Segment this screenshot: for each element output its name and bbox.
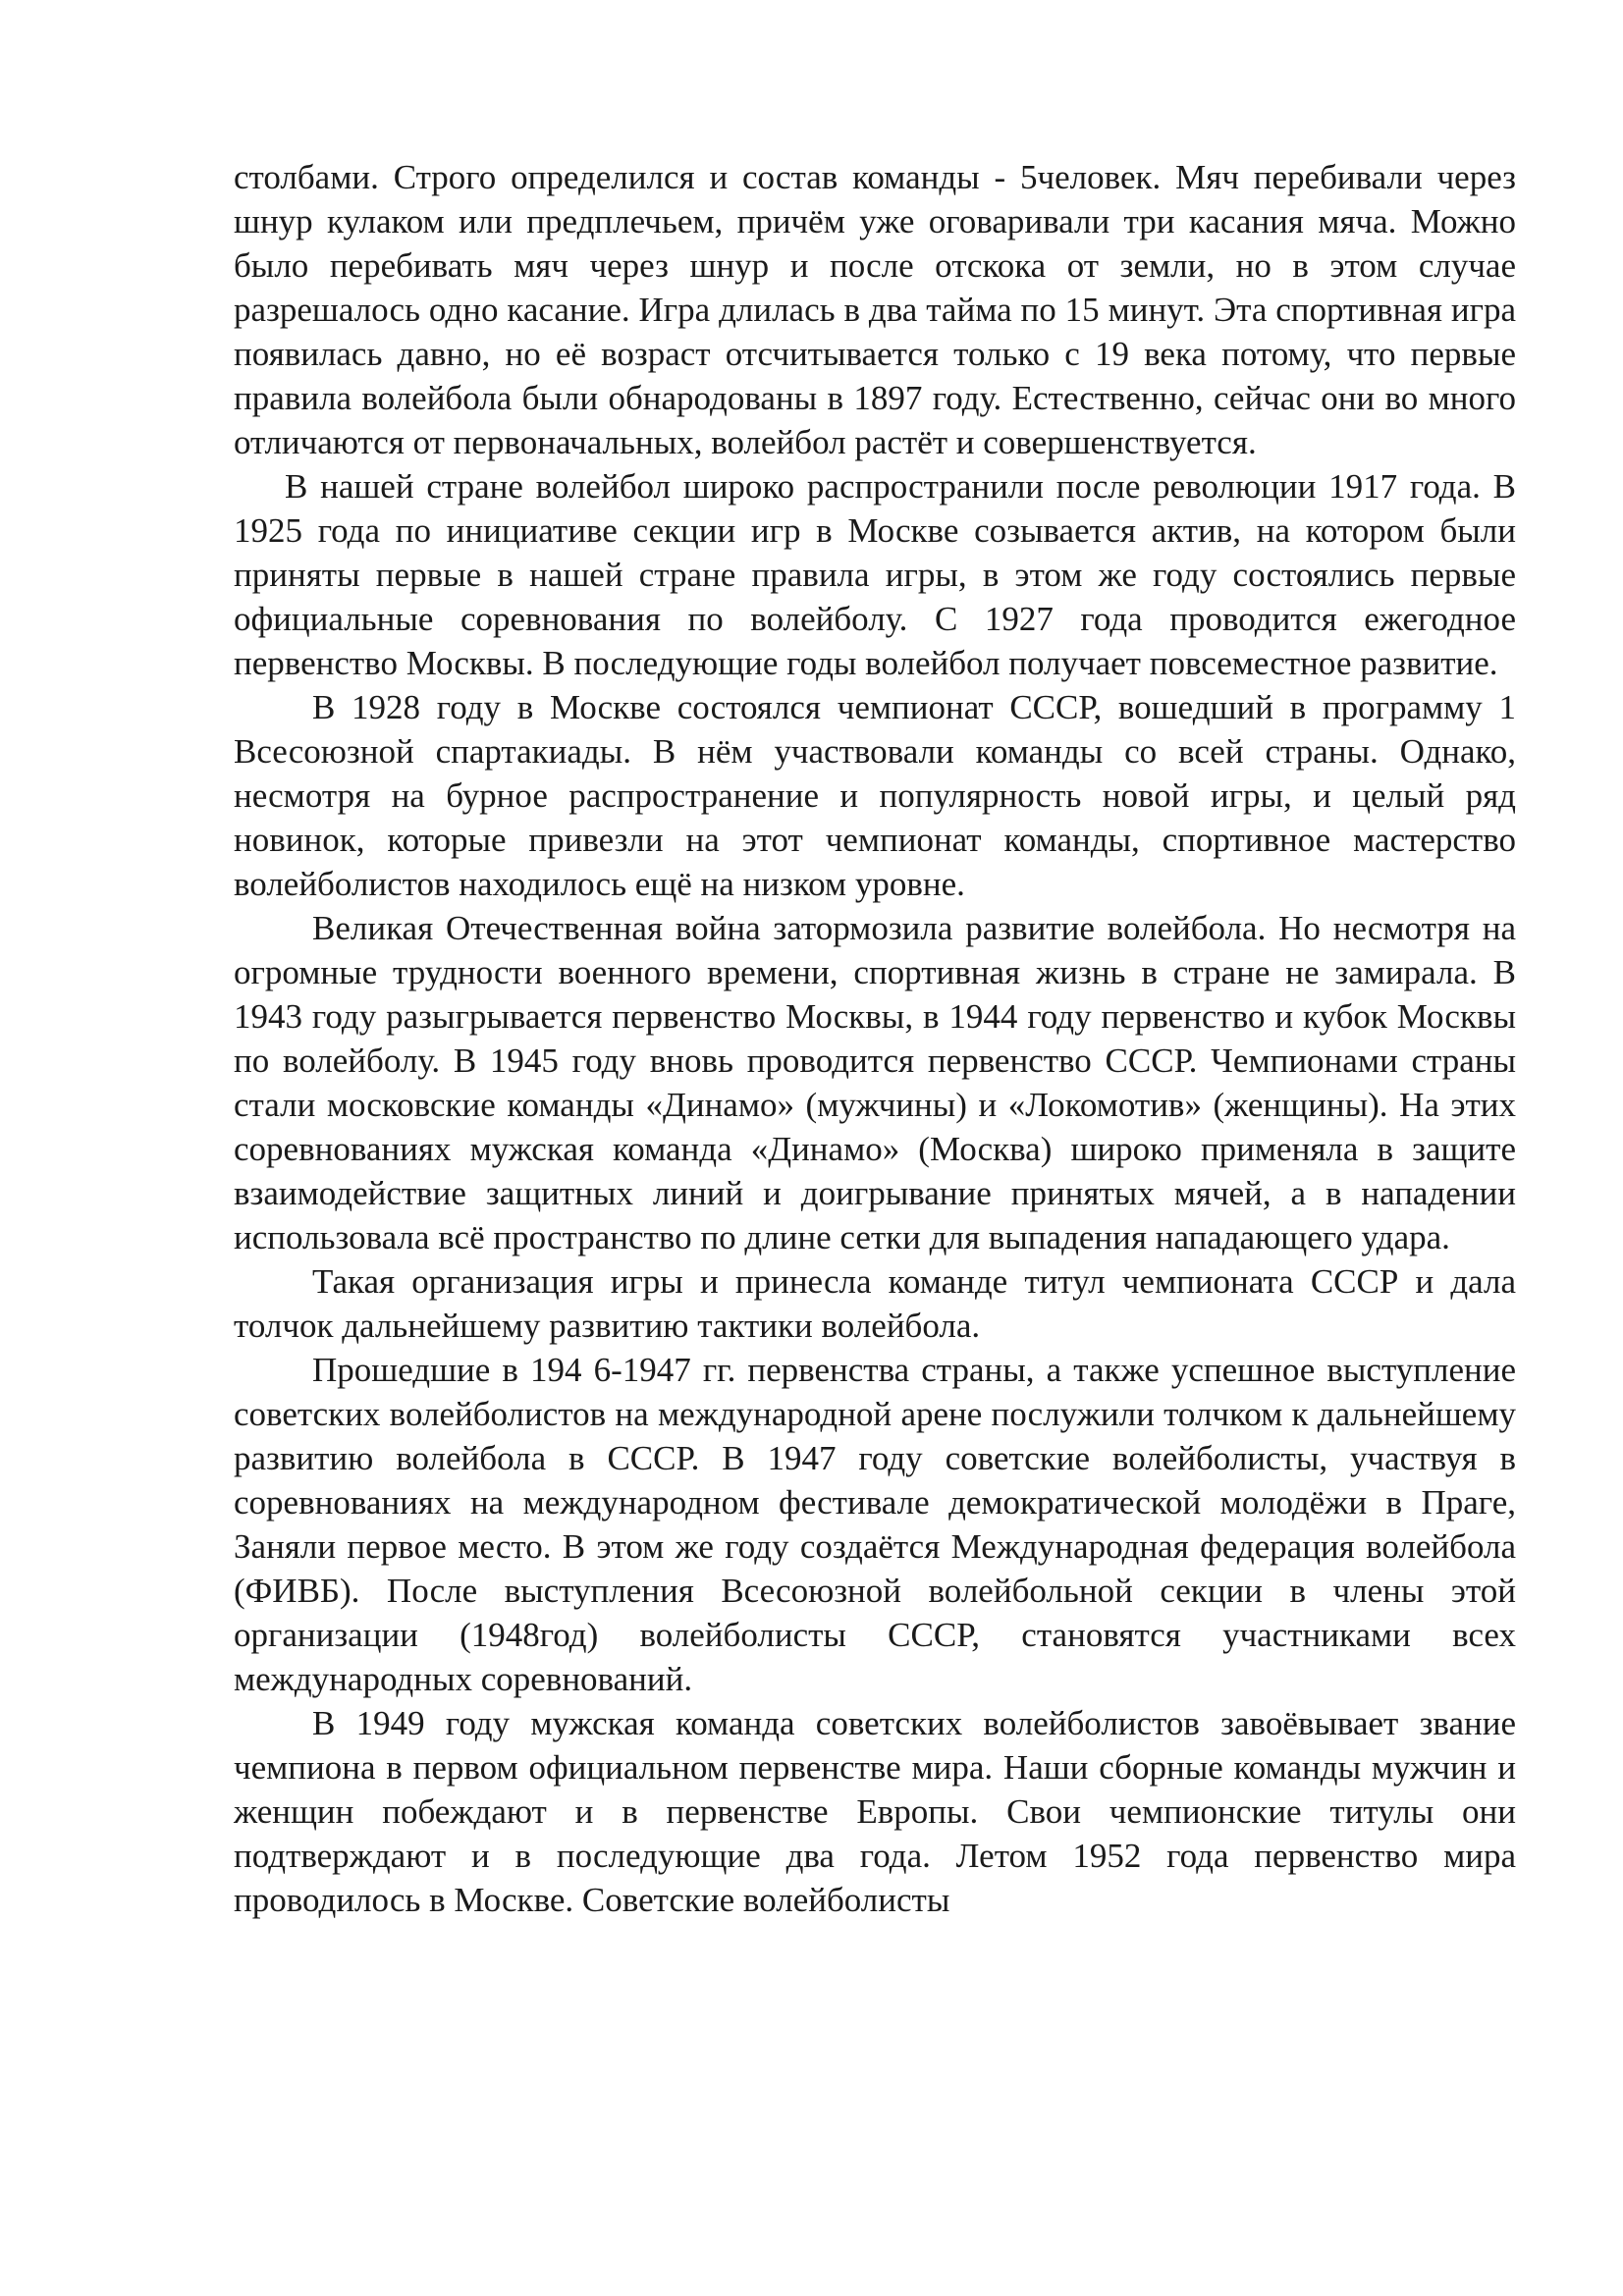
paragraph-rules-history: столбами. Строго определился и состав команды - 5человек. Мяч перебивали через шнур кулаком или предплечьем, причём уже оговаривали три касания мяча. Можно было перебивать мяч через шнур и после отскока от земли, но в этом случае разрешалось одно касание. Игра длилась в два тайма по 15 минут. Эта спортивная игра появилась давно, но её возраст отсчитывается только с 19 века потому, что первые правила волейбола были обнародованы в 1897 году. Естественно, сейчас они во много отличаются от первоначальных, волейбол растёт и совершенствуется. xyxy=(234,158,1516,461)
paragraph-international: Прошедшие в 194 6-1947 гг. первенства страны, а также успешное выступление советских волейболистов на международной арене послужили толчком к дальнейшему развитию волейбола в СССР. В 1947 году советские волейболисты, участвуя в соревнованиях на международном фестивале демократической молодёжи в Праге, Заняли первое место. В этом же году создаётся Международная федерация волейбола (ФИВБ). После выступления Всесоюзной волейбольной секции в члены этой организации (1948год) волейболисты СССР, становятся участниками всех международных соревнований. xyxy=(234,1351,1516,1698)
paragraph-war-period: Великая Отечественная война затормозила развитие волейбола. Но несмотря на огромные трудности военного времени, спортивная жизнь в стране не замирала. В 1943 году разыгрывается первенство Москвы, в 1944 году первенство и кубок Москвы по волейболу. В 1945 году вновь проводится первенство СССР. Чемпионами страны стали московские команды «Динамо» (мужчины) и «Локомотив» (женщины). На этих соревнованиях мужская команда «Динамо» (Москва) широко применяла в защите взаимодействие защитных линий и доигрывание принятых мячей, а в нападении использовала всё пространство по длине сетки для выпадения нападающего удара. xyxy=(234,909,1516,1256)
paragraph-ussr-spread: В нашей стране волейбол широко распространили после революции 1917 года. В 1925 года по инициативе секции игр в Москве созывается актив, на котором были приняты первые в нашей стране правила игры, в этом же году состоялись первые официальные соревнования по волейболу. С 1927 года проводится ежегодное первенство Москвы. В последующие годы волейбол получает повсеместное развитие. xyxy=(234,467,1516,682)
paragraph-1928-championship: В 1928 году в Москве состоялся чемпионат СССР, вошедший в программу 1 Всесоюзной спартакиады. В нём участвовали команды со всей страны. Однако, несмотря на бурное распространение и популярность новой игры, и целый ряд новинок, которые привезли на этот чемпионат команды, спортивное мастерство волейболистов находилось ещё на низком уровне. xyxy=(234,688,1516,903)
paragraph-world-championship: В 1949 году мужская команда советских волейболистов завоёвывает звание чемпиона в первом официальном первенстве мира. Наши сборные команды мужчин и женщин побеждают и в первенстве Европы. Свои чемпионские титулы они подтверждают и в последующие два года. Летом 1952 года первенство мира проводилось в Москве. Советские волейболисты xyxy=(234,1704,1516,1919)
document-page xyxy=(234,155,1516,1922)
paragraph-tactics: Такая организация игры и принесла команде титул чемпионата СССР и дала толчок дальнейшему развитию тактики волейбола. xyxy=(234,1262,1516,1345)
